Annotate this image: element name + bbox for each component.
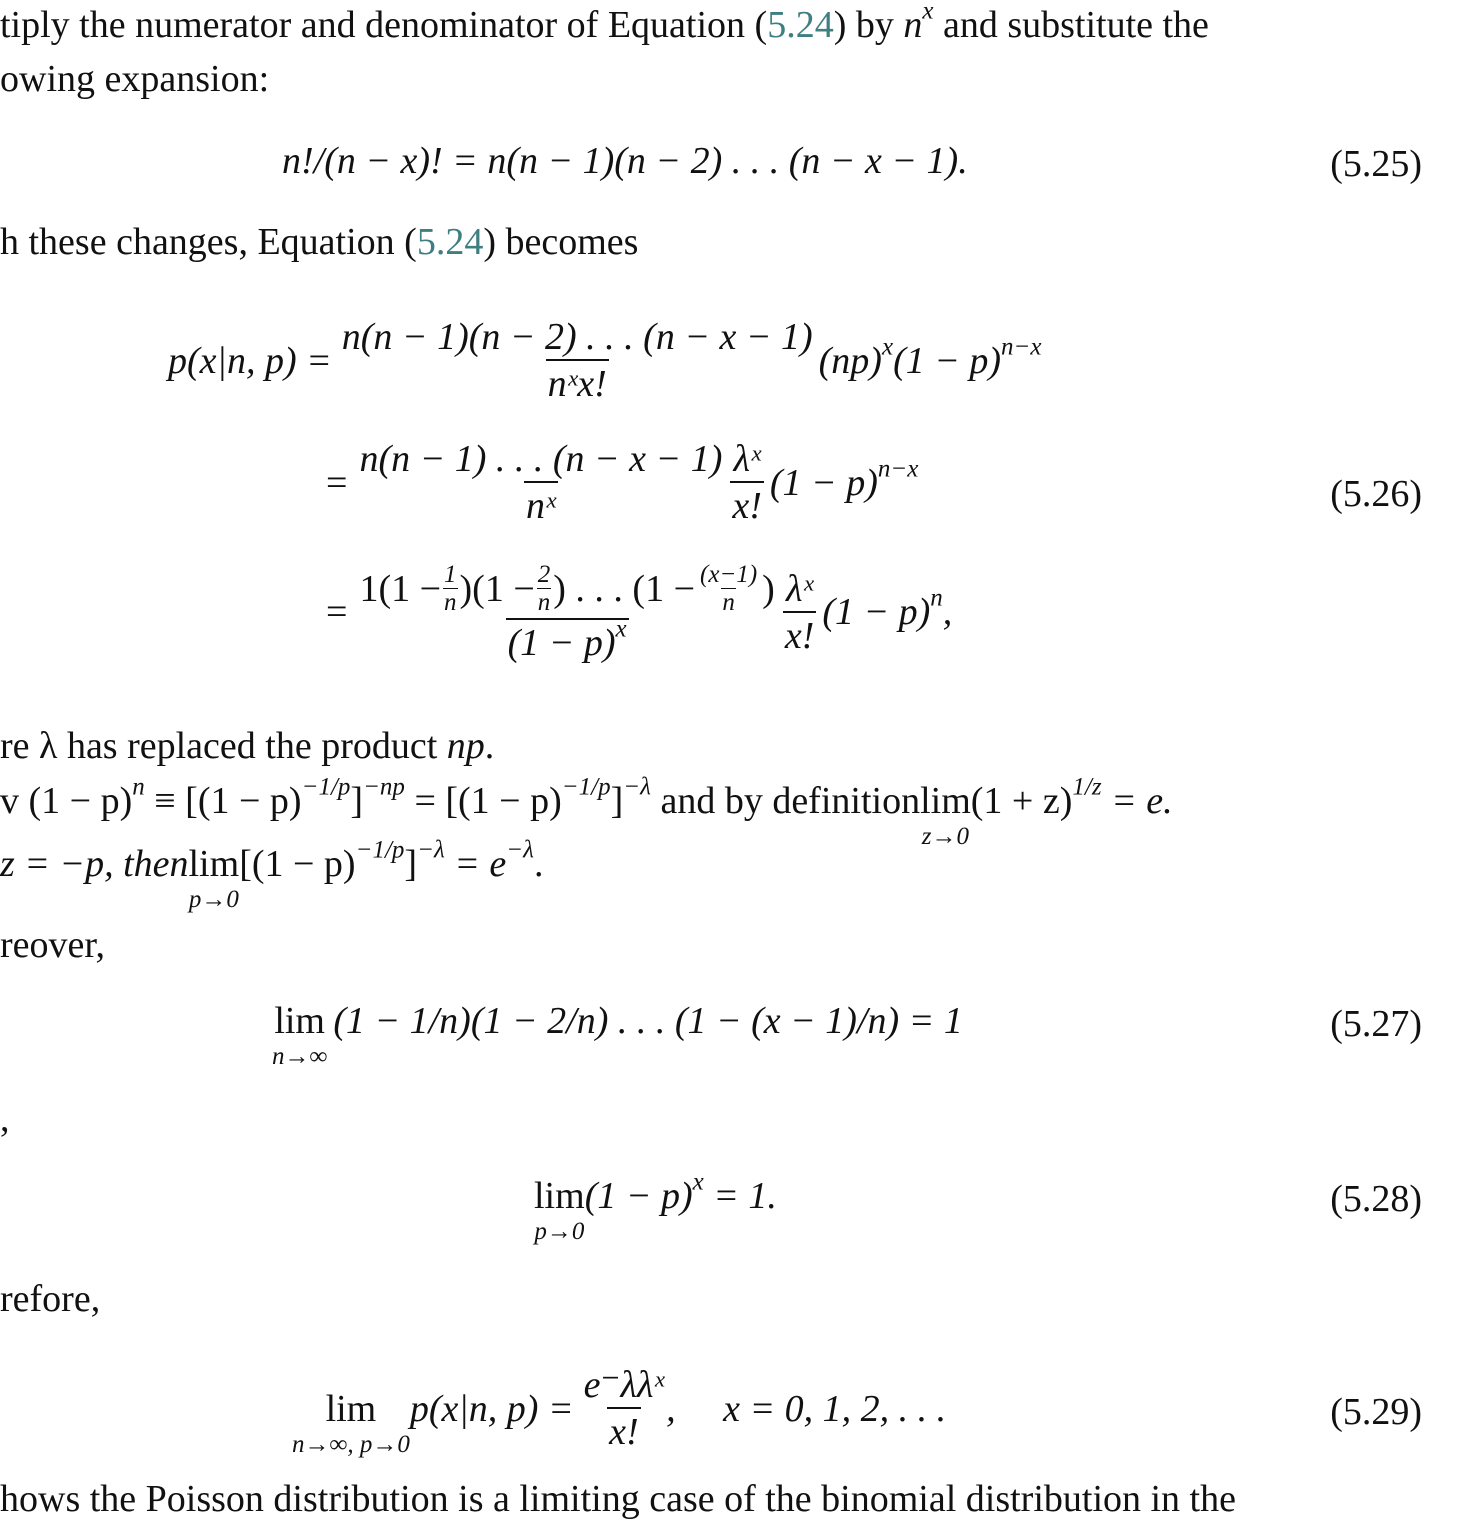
superscript: x xyxy=(615,615,627,643)
denominator: nˣ xyxy=(524,481,558,525)
superscript: −1/p xyxy=(355,836,405,864)
equation-number-5-27: (5.27) xyxy=(1330,1003,1422,1045)
math-var: n xyxy=(903,4,923,46)
text: , xyxy=(942,591,953,633)
text: and by definition xyxy=(650,780,921,822)
lambda-fraction xyxy=(783,567,817,657)
lim-label: lim xyxy=(920,780,971,822)
limit-operator xyxy=(534,1177,585,1244)
text: ) becomes xyxy=(483,221,639,263)
equation-number-5-26: (5.26) xyxy=(1330,473,1422,515)
text: (1 − p) xyxy=(893,339,1002,382)
equation-tail: , x = 0, 1, 2, . . . xyxy=(666,1387,947,1430)
equation-5-26-line-1 xyxy=(168,318,1041,403)
text: )(1 − xyxy=(459,567,535,610)
numerator: λˣ xyxy=(785,567,814,610)
equation-link-5-24[interactable]: 5.24 xyxy=(767,4,834,46)
equals: = xyxy=(326,591,348,633)
equation-number-5-28: (5.28) xyxy=(1330,1178,1422,1220)
lim-label: lim xyxy=(325,1388,377,1430)
small-fraction xyxy=(699,562,758,615)
text: v (1 − p) xyxy=(0,780,133,822)
lim-subscript: n→∞, p→0 xyxy=(292,1431,410,1458)
lhs: p(x|n, p) = xyxy=(409,1387,574,1430)
factor xyxy=(769,454,919,504)
text: (1 − p) xyxy=(507,622,616,664)
text: ) by xyxy=(833,4,904,46)
superscript: −1/p xyxy=(301,773,351,801)
superscript: x xyxy=(881,332,894,360)
equation-5-29 xyxy=(292,1360,946,1457)
factor xyxy=(822,584,953,633)
limit-operator xyxy=(189,845,240,912)
superscript: −λ xyxy=(623,773,651,801)
text: = e. xyxy=(1101,780,1173,822)
paragraph-1-line-2: owing expansion: xyxy=(0,58,270,100)
paragraph-4: reover, xyxy=(0,924,106,966)
superscript: −λ xyxy=(506,836,534,864)
text: 1(1 − xyxy=(359,567,442,610)
math-run xyxy=(0,773,921,822)
fraction xyxy=(357,440,724,525)
equation-5-27 xyxy=(272,1002,963,1069)
equation-5-26-line-3 xyxy=(326,562,952,662)
text: (1 − p) xyxy=(584,1175,693,1217)
equation-5-28 xyxy=(534,1168,777,1245)
text: = 1. xyxy=(703,1175,777,1217)
equation-5-25: n!/(n − x)! = n(n − 1)(n − 2) . . . (n − x − 1). xyxy=(282,140,968,182)
paragraph-3-line-2 xyxy=(0,773,1173,850)
text: = e xyxy=(444,843,507,885)
lim-label: lim xyxy=(534,1175,585,1217)
factor xyxy=(818,332,1042,382)
lim-subscript: p→0 xyxy=(188,886,239,913)
denominator: n xyxy=(444,589,457,616)
math-run xyxy=(239,836,544,885)
numerator: 2 xyxy=(537,561,551,588)
superscript: x xyxy=(922,0,934,25)
denominator: x! xyxy=(783,611,817,655)
text: ≡ [(1 − p) xyxy=(144,780,302,822)
denominator: x! xyxy=(607,1407,641,1451)
lim-label: lim xyxy=(274,1000,325,1042)
superscript: −np xyxy=(363,773,405,801)
paragraph-3-line-3 xyxy=(0,836,544,913)
superscript: n−x xyxy=(1001,332,1042,360)
text: re λ has replaced the product xyxy=(0,725,447,767)
superscript: −1/p xyxy=(561,773,611,801)
equation-5-26-line-2 xyxy=(326,440,918,525)
denominator: x! xyxy=(730,481,764,525)
equation-number-5-29: (5.29) xyxy=(1330,1391,1422,1433)
text: = [(1 − p) xyxy=(404,780,562,822)
fraction xyxy=(357,562,776,662)
equals: = xyxy=(326,461,348,504)
denominator: n xyxy=(537,589,551,616)
lim-label: lim xyxy=(188,843,240,885)
limit-operator xyxy=(292,1390,410,1457)
superscript: n−x xyxy=(877,454,919,482)
paragraph-5: , xyxy=(0,1098,10,1140)
fraction xyxy=(340,318,815,403)
limit-operator xyxy=(920,782,971,849)
text: ] xyxy=(610,780,624,822)
small-fraction xyxy=(537,562,552,615)
text: . xyxy=(484,725,495,767)
superscript: x xyxy=(692,1168,704,1196)
lhs: p(x|n, p) = xyxy=(168,339,332,382)
text: . xyxy=(534,843,544,885)
text: tiply the numerator and denominator of Equation ( xyxy=(0,4,768,46)
text: ) xyxy=(762,567,775,610)
lim-subscript: z→0 xyxy=(921,823,970,850)
denominator: n xyxy=(722,589,735,616)
text: (1 − p) xyxy=(822,591,931,633)
numerator: 1 xyxy=(444,561,457,588)
paragraph-6: refore, xyxy=(0,1278,101,1320)
text: ) . . . (1 − xyxy=(553,567,696,610)
text: [(1 − p) xyxy=(239,843,356,885)
lambda-fraction xyxy=(730,440,764,525)
equation-number-5-25: (5.25) xyxy=(1330,143,1422,185)
numerator: (x−1) xyxy=(700,561,758,588)
text: (np) xyxy=(818,339,882,382)
numerator: n(n − 1)(n − 2) . . . (n − x − 1) xyxy=(341,316,813,358)
fraction xyxy=(582,1366,667,1451)
superscript: n xyxy=(132,773,145,801)
text: (1 − p) xyxy=(769,461,878,504)
math-var: np xyxy=(446,725,485,767)
denominator xyxy=(506,615,629,664)
text: ] xyxy=(350,780,364,822)
paragraph-3-line-1 xyxy=(0,727,494,765)
equation-body: (1 − 1/n)(1 − 2/n) . . . (1 − (x − 1)/n) = 1 xyxy=(333,1000,963,1042)
numerator: λˣ xyxy=(733,438,761,480)
paragraph-1-line-1 xyxy=(0,0,1209,46)
lim-subscript: n→∞ xyxy=(272,1043,328,1070)
equation-link-5-24[interactable]: 5.24 xyxy=(416,221,484,263)
superscript: n xyxy=(930,584,943,612)
text: h these changes, Equation ( xyxy=(0,221,417,263)
math-run xyxy=(970,773,1173,822)
superscript: 1/z xyxy=(1072,773,1102,801)
small-fraction xyxy=(443,562,458,615)
numerator: n(n − 1) . . . (n − x − 1) xyxy=(359,438,723,480)
text: ] xyxy=(404,843,418,885)
limit-operator xyxy=(272,1002,327,1069)
paragraph-2 xyxy=(0,223,638,261)
text: z = −p, then xyxy=(0,843,189,885)
cut-off-line: hows the Poisson distribution is a limiting case of the binomial distribution in the xyxy=(0,1478,1236,1520)
numerator xyxy=(357,562,776,618)
text: (1 + z) xyxy=(970,780,1073,822)
superscript: −λ xyxy=(417,836,445,864)
denominator: nˣx! xyxy=(546,359,609,403)
equation-body xyxy=(584,1168,777,1217)
lim-subscript: p→0 xyxy=(534,1218,585,1245)
numerator: e⁻λλˣ xyxy=(583,1364,665,1406)
text: and substitute the xyxy=(933,4,1209,46)
